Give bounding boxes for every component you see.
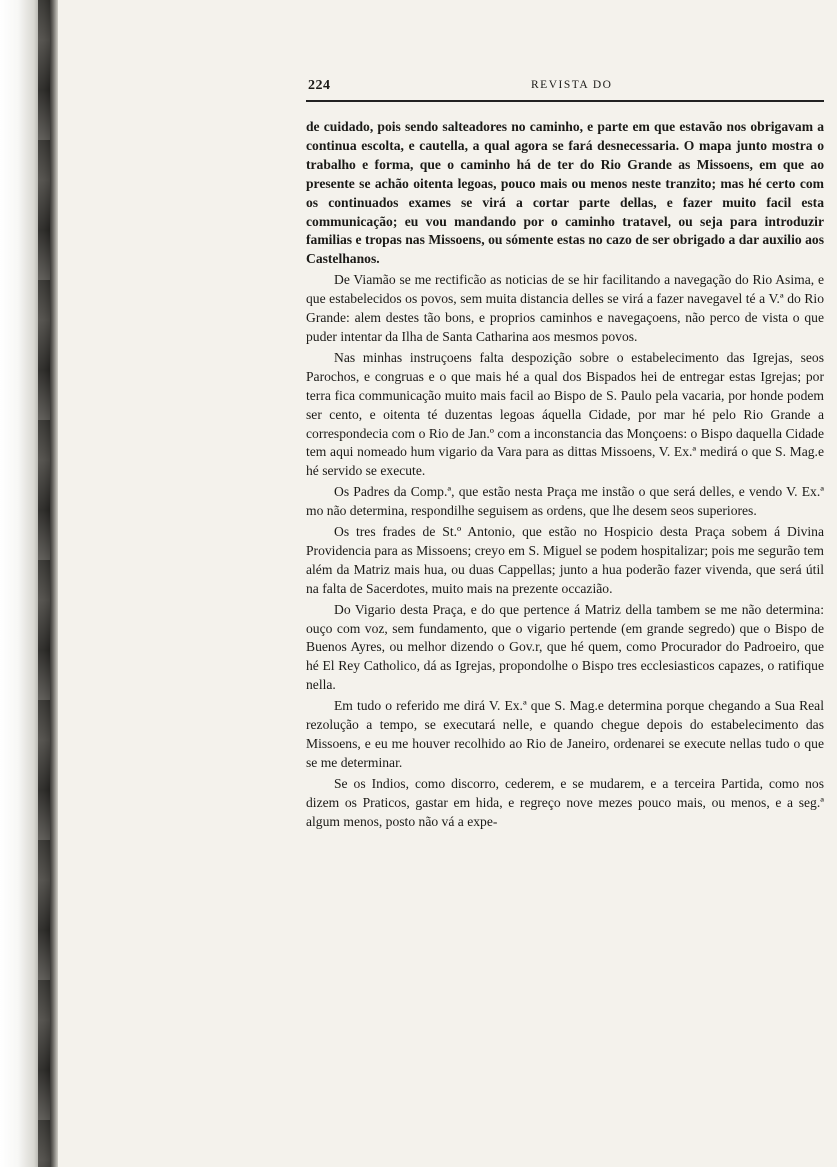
page-number: 224 [308,78,331,93]
paragraph: De Viamão se me rectificão as noticias de se hir facilitando a navegação do Rio Asima, e que estabelecidos os povos, sem muita distancia delles se virá a fazer navegavel té a V.ª do Rio Grande: alem destes tão bons, e proprios caminhos e navegaçoens, não perco de vista o que puder intentar da Ilha de Santa Catharina aos mesmos povos. [306,272,824,344]
document-page [306,78,824,834]
paragraph: Em tudo o referido me dirá V. Ex.ª que S. Mag.e determina porque chegando a Sua Real rezolução a tempo, se executará nelle, e quando chegue depois do estabelecimento das Missoens, e eu me houver recolhido ao Rio de Janeiro, ordenarei se execute nellas tudo o que se me determinar. [306,698,824,770]
paragraph: Do Vigario desta Praça, e do que pertence á Matriz della tambem se me não determina: ouço com voz, sem fundamento, que o vigario pertende (em grande segredo) que o Bispo de Buenos Ayres, ou melhor dizendo o Gov.r, que hé quem, como Procurador do Padroeiro, que hé El Rey Catholico, dá as Igrejas, propondolhe o Bispo tres ecclesiasticos capazes, o ratifique nella. [306,601,824,693]
paragraph: Os tres frades de St.º Antonio, que estão no Hospicio desta Praça sobem á Divina Providencia para as Missoens; creyo em S. Miguel se podem hospitalizar; pois me segurão tem além da Matriz mais hua, ou duas Cappellas; junto a hua poderão fazer vivenda, que será útil na falta de Sacerdotes, muito mais na prezente occazião. [306,524,824,596]
body-text [306,118,824,832]
running-head: REVISTA DO [531,79,613,91]
paragraph: de cuidado, pois sendo salteadores no caminho, e parte em que estavão nos obrigavam a continua escolta, e cautella, a qual agora se fará desnecessaria. O mapa junto mostra o trabalho e forma, que o caminho há de ter do Rio Grande as Missoens, em que ao presente se achão oitenta legoas, pouco mais ou menos neste tranzito; mas hé certo com os continuados exames se virá a cortar parte dellas, e fazer muito facil esta communicação; eu vou mandando por o caminho tratavel, ou seja para introduzir familias e tropas nas Missoens, ou sómente estas no cazo de ser obrigado a dar auxilio aos Castelhanos. [306,119,824,267]
paragraph: Nas minhas instruçoens falta despozição sobre o estabelecimento das Igrejas, seos Parochos, e congruas e o que mais hé a qual dos Bispados hei de entregar estas Igrejas; por terra fica communicação muito mais facil ao Bispo de S. Paulo pela vacaria, por honde podem ser cento, e oitenta té duzentas legoas áquella Cidade, por mar hé pelo Rio Grande a correspondecia com o Rio de Jan.º com a inconstancia das Monçoens: o Bispo daquella Cidade tem aqui nomeado hum vigario da Vara para as dittas Missoens, V. Ex.ª medirá o que S. Mag.e hé servido se execute. [306,349,824,479]
page-header [306,78,824,102]
paragraph: Os Padres da Comp.ª, que estão nesta Praça me instão o que será delles, e vendo V. Ex.ª mo não determina, respondilhe seguisem as ordens, que lhe desem seos superiores. [306,484,824,519]
book-gutter [38,0,50,1167]
paragraph: Se os Indios, como discorro, cederem, e se mudarem, e a terceira Partida, como nos dizem os Praticos, gastar em hida, e regreço nove mezes pouco mais, ou menos, e a seg.ª algum menos, posto não vá a expe- [306,775,824,829]
